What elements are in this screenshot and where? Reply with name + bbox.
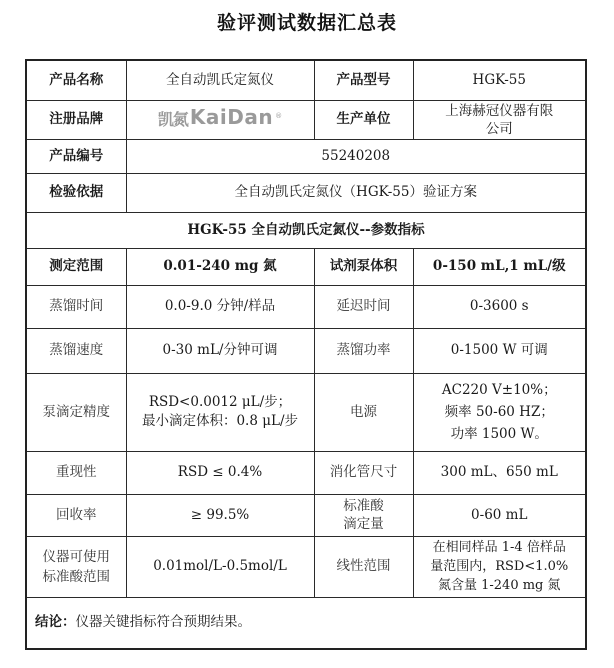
param-value: 0-60 mL: [413, 494, 586, 536]
param-value: ≥ 99.5%: [126, 494, 314, 536]
section-header: HGK-55 全自动凯氏定氮仪--参数指标: [26, 212, 586, 248]
param-label: 消化管尺寸: [314, 451, 413, 494]
product-model-value: HGK-55: [413, 60, 586, 100]
param-label: 线性范围: [314, 536, 413, 597]
param-label: 试剂泵体积: [314, 248, 413, 285]
param-value: RSD ≤ 0.4%: [126, 451, 314, 494]
table-row-section-header: [26, 212, 586, 248]
product-name-value: 全自动凯氏定氮仪: [126, 60, 314, 100]
param-label: 延迟时间: [314, 285, 413, 328]
param-value: 0.01-240 mg 氮: [126, 248, 314, 285]
serial-label: 产品编号: [26, 139, 126, 173]
table-row-param: [26, 328, 586, 373]
table-row-param: [26, 248, 586, 285]
table-row-brand: [26, 100, 586, 139]
param-value: RSD<0.0012 μL/步； 最小滴定体积：0.8 μL/步: [126, 373, 314, 451]
manufacturer-value: 上海赫冠仪器有限 公司: [413, 100, 586, 139]
param-value: 在相同样品 1-4 倍样品 量范围内，RSD<1.0% 氮含量 1-240 mg 氮: [413, 536, 586, 597]
table-row-param: [26, 285, 586, 328]
conclusion: [26, 597, 586, 649]
param-label: 重现性: [26, 451, 126, 494]
conclusion-label: 结论：: [35, 614, 76, 631]
brand-label: 注册品牌: [26, 100, 126, 139]
table-row-param: [26, 451, 586, 494]
param-label: 泵滴定精度: [26, 373, 126, 451]
logo-english-text: KaiDan: [189, 105, 274, 129]
param-label: 蒸馏功率: [314, 328, 413, 373]
param-label: 标准酸 滴定量: [314, 494, 413, 536]
conclusion-text: 仪器关键指标符合预期结果。: [75, 614, 251, 631]
table-row-param: [26, 536, 586, 597]
param-value: 0-150 mL,1 mL/级: [413, 248, 586, 285]
basis-value: 全自动凯氏定氮仪（HGK-55）验证方案: [126, 173, 586, 212]
param-label: 测定范围: [26, 248, 126, 285]
document-title: 验评测试数据汇总表: [216, 12, 397, 34]
product-model-label: 产品型号: [314, 60, 413, 100]
param-value: 0-30 mL/分钟可调: [126, 328, 314, 373]
param-label: 蒸馏速度: [26, 328, 126, 373]
product-name-label: 产品名称: [26, 60, 126, 100]
param-value: 0.01mol/L-0.5mol/L: [126, 536, 314, 597]
param-label: 电源: [314, 373, 413, 451]
table-row-serial: [26, 139, 586, 173]
param-value: 0.0-9.0 分钟/样品: [126, 285, 314, 328]
table-row-basis: [26, 173, 586, 212]
table-row-conclusion: [26, 597, 586, 649]
logo-chinese-text: 凯氮: [157, 110, 188, 129]
table-row-param: [26, 494, 586, 536]
table-row-param: [26, 373, 586, 451]
param-value: 0-3600 s: [413, 285, 586, 328]
registered-mark-icon: ®: [275, 112, 283, 120]
param-label: 回收率: [26, 494, 126, 536]
param-label: 仪器可使用 标准酸范围: [26, 536, 126, 597]
basis-label: 检验依据: [26, 173, 126, 212]
brand-logo-cell: [126, 100, 314, 139]
param-value: 0-1500 W 可调: [413, 328, 586, 373]
param-label: 蒸馏时间: [26, 285, 126, 328]
summary-table: [25, 59, 587, 650]
param-value: AC220 V±10%； 频率 50-60 HZ； 功率 1500 W。: [413, 373, 586, 451]
manufacturer-label: 生产单位: [314, 100, 413, 139]
kaidan-logo: [157, 105, 283, 129]
table-row-product-name: [26, 60, 586, 100]
param-value: 300 mL、650 mL: [413, 451, 586, 494]
serial-value: 55240208: [126, 139, 586, 173]
